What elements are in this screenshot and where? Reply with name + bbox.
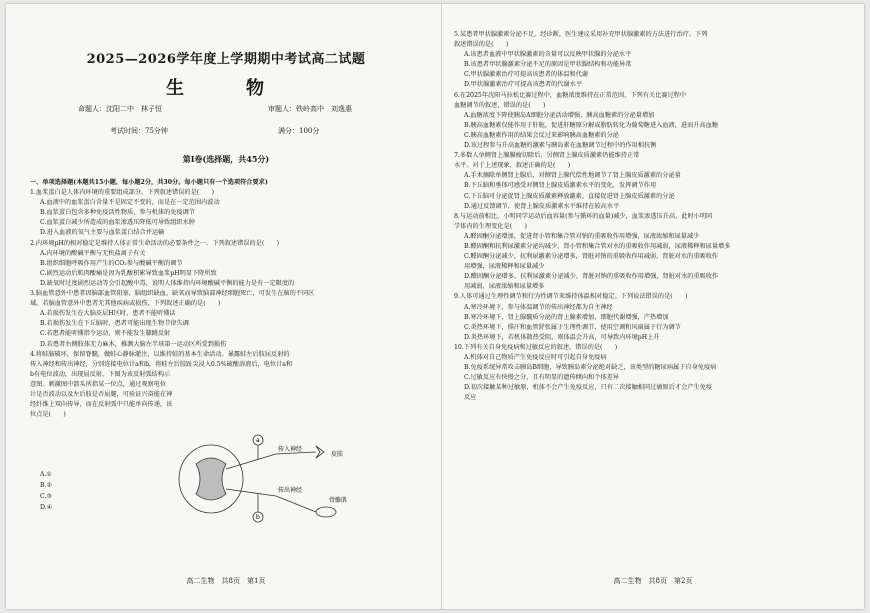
option-a: A.①: [40, 471, 52, 478]
afferent-nerve-line: [226, 452, 316, 469]
question-line: 学体内的生理变化是( ): [454, 222, 527, 230]
option-line: 用增强，尿液稀释和尿量减少: [464, 263, 545, 271]
option-line: D.炎热环境下，若机体散热受阻，则体温会升高，可导致内环境pH上升: [464, 333, 660, 341]
option-line: D.进入血液的氧气主要与血浆蛋白结合并运输: [40, 229, 165, 237]
part-title: 第Ⅰ卷(选择题，共45分): [182, 154, 270, 164]
question-line: 传入神经和传出神经，分别连接电位计a和b。将蛙左后肢趾尖浸入0.5%硫酸溶液后，电位计a和: [30, 360, 293, 368]
question-line: 叙述错误的是( ): [454, 41, 509, 49]
option-line: C.剧烈运动后肌肉酸痛是因为乳酸积累导致血浆pH明显下降所致: [40, 269, 217, 277]
question-line: 经纤维上双向传导，而在反射弧中只能单向传递，该: [30, 401, 173, 409]
question-line: 1.血浆蛋白是人体内环境的重要组成部分，下列叙述错误的是( ): [30, 189, 214, 197]
score-label: 满分：100分: [278, 127, 320, 135]
option-line: B.免疫系统异常攻击胰岛B细胞，导致胰岛素分泌绝对缺乏，该类型的糖尿病属于自身免疫病: [464, 364, 717, 372]
option-line: B.寒冷环境下，肾上腺髓质分泌的肾上腺素增加，细胞代谢增强，产热增加: [464, 313, 669, 321]
option-line: B.若损伤发生在下丘脑时，患者可能出现生物节律失调: [40, 320, 189, 328]
option-line: A.血糖浓度下降使胰岛A细胞分泌活动增强，胰高血糖素的分泌量增加: [464, 111, 655, 119]
option-line: A.内环境的酸碱平衡与无机盐离子有关: [40, 249, 146, 257]
option-line: A.机体对自己物质产生免疫反应时可引起自身免疫病: [464, 354, 607, 361]
question-line: 2.内环境pH的相对稳定是维持人体正常生命活动的必要条件之一。下列叙述错误的是( ): [30, 239, 280, 247]
page-divider: [441, 4, 442, 609]
reviewer-label: 审题人：铁岭高中 刘逸惠: [268, 105, 352, 113]
subject-title: 生 物: [166, 78, 286, 99]
question-line: 位点是( ): [30, 411, 66, 419]
option-line: B.胰高血糖素仅能作用于肝脏，促进肝糖原分解或脂肪转化为葡萄糖进入血液，进而升高血糖: [464, 121, 719, 129]
page-2: [448, 4, 858, 609]
option-line: A.若损伤发生在大脑皮层H区时，患者不能听懂话: [40, 310, 176, 318]
exam-title: 2025—2026学年度上学期期中考试高二试题: [86, 52, 366, 67]
question-line: 意图。刺激图中箭头所指某一位点，通过观察电位: [30, 380, 167, 388]
question-4-options: [40, 469, 52, 513]
skin-receptor-shape: [316, 446, 324, 458]
afferent-label: 传入神经: [278, 446, 303, 453]
option-line: C.甲状腺激素治疗可提高该患者的体温和代谢: [464, 71, 589, 79]
option-line: D.通过反馈调节，使肾上腺皮质激素水平维持在较高水平: [464, 202, 620, 210]
question-line: b有电位波动，出现屈反射。下图为该反射弧结构示: [30, 370, 171, 378]
option-line: B.下丘脑和垂体可感受对侧肾上腺皮质激素水平的变化，发挥调节作用: [464, 182, 657, 190]
option-line: D.若患者右侧肢体无力麻木，推测大脑左半球第一运动区所受到损伤: [40, 340, 227, 348]
time-label: 考试时间：75分钟: [110, 127, 168, 135]
option-line: A.手术摘除单侧肾上腺后，对侧肾上腺代偿性地调节了肾上腺皮质激素的分泌量: [464, 172, 681, 180]
question-line: 计是否波动以及左后肢是否屈腿，可验证兴奋能在神: [30, 390, 173, 398]
muscle-label: 骨骼肌: [329, 497, 348, 504]
option-line: 用减弱，尿液浓缩和尿量增多: [464, 283, 545, 291]
section-heading: 一、单项选择题(本题共15小题，每小题2分，共30分。每小题只有一个选项符合要求): [30, 179, 268, 186]
question-line: 4.将蛙脑破坏，保留脊髓，做蛙心静脉灌注，以维持蛙的基本生命活动。暴露蛙左后肢屈反射的: [30, 350, 290, 358]
option-line: B.血浆蛋白包含多种免疫活性物质，参与机体的免疫调节: [40, 209, 196, 217]
questions-block-2: [454, 30, 850, 568]
question-line: 域。若脑血管意外中患者无其他疾病或损伤，下列叙述正确的是( ): [30, 300, 221, 308]
option-line: B.组织细胞呼吸作用产生的CO₂参与酸碱平衡的调节: [40, 259, 183, 267]
exam-sheet: [6, 4, 864, 609]
option-line: C.过敏反应有快慢之分，且有明显的遗传倾向和个体差异: [464, 374, 619, 382]
question-line: 9.人体可通过生理性调节和行为性调节来维持体温相对稳定。下列说法错误的是( ): [454, 293, 688, 301]
option-line: C.胰高血糖素作用的结果会反过来影响胰高血糖素的分泌: [464, 131, 619, 139]
option-line: C.下丘脑可分泌促肾上腺皮质激素释放激素，直接促进肾上腺皮质激素的分泌: [464, 192, 675, 200]
question-line: 8.与运动前相比，小明同学运动后血容量(参与循环的血量)减少，血浆渗透压升高，此时小明同: [454, 212, 713, 220]
reflex-arc-diagram: [166, 424, 361, 529]
muscle-shape: [316, 507, 336, 517]
option-line: A.血液中的血浆蛋白含量不是固定不变的，而是在一定范围内波动: [40, 199, 220, 207]
option-d: D.④: [40, 504, 53, 511]
meter-b-label: b: [256, 514, 260, 521]
author-label: 命题人：沈阳二中 林子恒: [78, 105, 162, 113]
gray-matter: [196, 458, 226, 500]
skin-label: 皮肤: [331, 451, 344, 458]
option-line: C.醛固酮分泌减少，抗利尿激素分泌增多，肾脏对钠的重吸收作用减弱，肾脏对水的重吸收作: [464, 253, 718, 261]
option-line: B.醛固酮和抗利尿激素分泌均减少，肾小管和集合管对水的重吸收作用减弱，尿液稀释和尿量增多: [464, 242, 731, 250]
page-1-footer: 高二生物 共8页 第1页: [186, 577, 266, 585]
option-line: D.初次接触某种过敏原，机体不会产生免疫反应，只有二次接触相同过敏原后才会产生免疫: [464, 384, 713, 392]
page-1: [16, 4, 436, 609]
efferent-label: 传出神经: [278, 487, 303, 494]
question-line: 血糖调节的叙述，错误的是( ): [454, 101, 546, 109]
question-line: 5.某患者甲状腺激素分泌不足。经诊断，医生建议采用补充甲状腺激素的方法进行治疗。下列: [454, 31, 708, 38]
option-line: A.该患者血液中甲状腺激素的含量可以反映甲状腺的分泌水平: [464, 51, 632, 59]
option-line: A.寒冷环境下，参与体温调节的传出神经都为自主神经: [464, 303, 613, 311]
option-b: B.②: [40, 482, 53, 489]
efferent-nerve-line: [226, 489, 316, 512]
question-line: 6.在2025年沈阳马拉松比赛过程中，血糖浓度维持在正常范围，下列有关比赛过程中: [454, 91, 687, 99]
question-line: 10.下列有关自身免疫病和过敏反应的叙述，错误的是( ): [454, 343, 618, 351]
option-line: D.缺氧时过度剧烈运动等会引起酸中毒，说明人体维持内环境酸碱平衡的能力是有一定限度的: [40, 279, 295, 287]
page-2-footer: 高二生物 共8页 第2页: [613, 577, 693, 585]
meter-a-label: a: [256, 437, 260, 444]
option-line: A.醛固酮分泌增加，促进肾小管和集合管对钠的重吸收作用增强，尿液浓缩和尿量减少: [464, 232, 700, 240]
option-line: C.血浆蛋白减少所造成的血浆渗透压降低可导致组织水肿: [40, 219, 195, 227]
question-line: 水平。对于上述现象，叙述正确的是( ): [454, 162, 571, 170]
option-line: 反应: [464, 394, 477, 402]
option-line: B.该患者甲状腺激素分泌不足的原因是甲状腺结构和功能异常: [464, 61, 632, 69]
option-line: C.若患者能听懂指令运动，则不能发生膝跳反射: [40, 330, 171, 338]
option-line: C.炎热环境下，排汗和血管舒张属于生理性调节，使用空调和风扇属于行为调节: [464, 323, 681, 331]
option-c: C.③: [40, 493, 53, 500]
question-line: 3.脑血管意外中患者因脑部血管阻塞，脑组织缺血、缺氧而导致脑部神经细胞死亡，可发生在脑的不同区: [30, 290, 315, 298]
option-line: D.醛固酮分泌增多，抗利尿激素分泌减少，肾脏对钠的重吸收作用增强，肾脏对水的重吸收作: [464, 273, 719, 281]
option-line: D.甲状腺激素治疗可提高该患者的代谢水平: [464, 81, 583, 89]
option-line: D.该过程参与升高血糖的激素与胰岛素在血糖调节过程中的作用相抗衡: [464, 142, 657, 150]
question-line: 7.多数人单侧肾上腺腺瘤切除后，另侧肾上腺皮质激素仍能维持正常: [454, 152, 640, 160]
